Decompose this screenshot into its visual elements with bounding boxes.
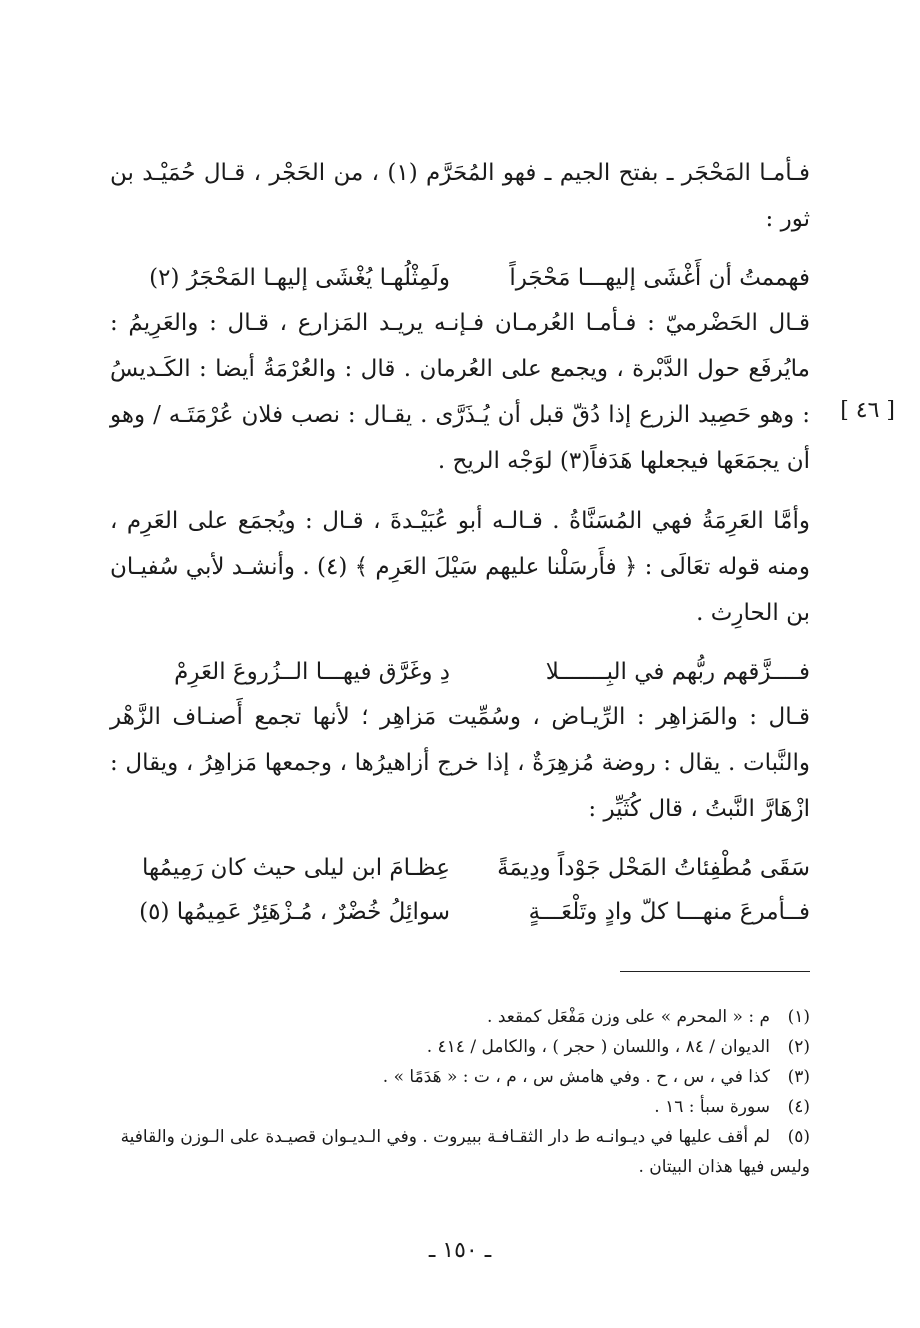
main-text	[110, 150, 810, 934]
footnote-5	[110, 1122, 810, 1182]
footnote-number: (٤)	[787, 1097, 810, 1117]
footnote-4	[110, 1092, 810, 1122]
paragraph-2: قـال الحَضْرميّ : فـأمـا العُرمـان فـإنـه يريـد المَزارع ، قـال : والعَرِيمُ : مايُرفَع حول الدَّبْرة ، ويجمع على العُرمان . قال : والعُرْمَةُ أيضا : الكَـديسُ : وهو حَصِيد الزرع إذا دُقّ قبل أن يُـذَرَّى . يقـال : نصب فلان عُرْمَتَـه / وهو أن يجمَعَها فيجعلها هَدَفاً(٣) لوَجْه الريح .	[110, 310, 810, 474]
footnote-number: (٣)	[787, 1067, 810, 1087]
manuscript-folio-marker: [ ٤٦ ]	[840, 398, 895, 423]
verse-4	[110, 890, 810, 934]
footnote-text: لم أقف عليها في ديـوانـه ط دار الثقـافـة ببيروت . وفي الـديـوان قصيـدة على الـوزن والقافية وليس فيها هذان البيتان .	[120, 1127, 810, 1177]
footnote-separator	[620, 971, 810, 972]
verse-3-first-hemistich: سَقَى مُطْفِئاتُ المَحْل جَوْداً ودِيمَةً	[497, 855, 810, 881]
footnote-number: (٥)	[787, 1127, 810, 1147]
verse-2	[110, 650, 810, 694]
footnote-text: الديوان / ٨٤ ، واللسان ( حجر ) ، والكامل / ٤١٤ .	[426, 1037, 770, 1057]
paragraph-1: فـأمـا المَحْجَر ـ بفتح الجيم ـ فهو المُحَرَّم (١) ، من الحَجْر ، قـال حُمَيْـد بن ثور :	[110, 160, 811, 232]
footnote-3	[110, 1062, 810, 1092]
verse-3-second-hemistich: عِظـامَ ابن ليلى حيث كان رَمِيمُها	[141, 855, 450, 881]
footnote-2	[110, 1032, 810, 1062]
verse-1-second-hemistich: ولَمِثْلُهـا يُغْشَى إليهـا المَحْجَرُ (٢)	[149, 265, 450, 291]
verse-1	[110, 256, 810, 300]
verse-3	[110, 846, 810, 890]
verse-2-second-hemistich: دِ وغَرَّق فيهـــا الــزُروعَ العَرِمْ	[174, 659, 450, 685]
verse-2-first-hemistich: فــــزَّقهم ربُّهم في البِـــــــلا	[545, 659, 810, 685]
verse-1-first-hemistich: فهممتُ أن أَغْشَى إليهـــا مَحْجَراً	[509, 265, 810, 291]
paragraph-3: وأمَّا العَرِمَةُ فهي المُسَنَّاةُ . قـالـه أبو عُبَيْـدةَ ، قـال : ويُجمَع على العَرِم ، ومنه قوله تعَالَى : ﴿ فأَرسَلْنا عليهم سَيْلَ العَرِم ﴾ (٤) . وأنشـد لأبي سُفيـان بن الحارِث .	[110, 508, 810, 626]
page-number: ـ ١٥٠ ـ	[428, 1238, 492, 1263]
footnote-number: (٢)	[787, 1037, 810, 1057]
footnote-text: سورة سبأ : ١٦ .	[654, 1097, 770, 1117]
paragraph-4: قـال : والمَزاهِر : الرِّيـاض ، وسُمِّيت مَزاهِر ؛ لأنها تجمع أَصنـاف الزَّهْر والنَّبات . يقال : روضة مُزهِرَةٌ ، إذا خرج أزاهيرُها ، وجمعها مَزاهِرُ ، ويقال : ازْهَارَّ النَّبتُ ، قال كُثَيِّر :	[110, 704, 810, 822]
footnote-text: م : « المحرم » على وزن مَفْعَل كمقعد .	[487, 1007, 770, 1027]
verse-4-first-hemistich: فــأمرعَ منهـــا كلّ وادٍ وتَلْعَـــةٍ	[528, 899, 810, 925]
footnotes	[110, 1002, 810, 1182]
footnote-text: كذا في ، س ، ح . وفي هامش س ، م ، ت : « هَدَمًا » .	[382, 1067, 770, 1087]
footnote-number: (١)	[787, 1007, 810, 1027]
verse-4-second-hemistich: سوائِلُ خُضْرٌ ، مُـزْهَئِرٌ عَمِيمُها (٥)	[139, 899, 450, 925]
footnote-1	[110, 1002, 810, 1032]
